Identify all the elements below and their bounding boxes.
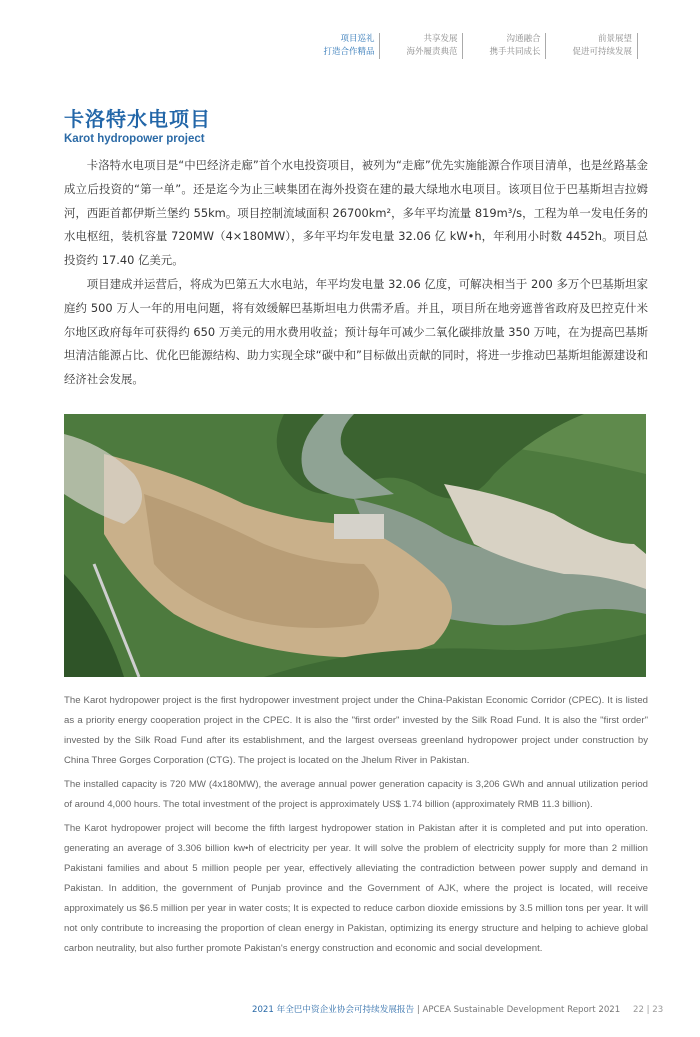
en-paragraph-1: The Karot hydropower project is the first hydropower investment project under the China-Pakistan Economic Corridor (CPEC). It is listed as a priority energy cooperation project in the CPEC. It is also the "first order" invested by the Silk Road Fund. It is also the "first order" invested by the Silk Road Fund after its establishment, and the largest overseas greenland hydropower project under construction by China Three Gorges Corporation (CTG). The project is located on the Jhelum River in Pakistan. xyxy=(64,694,648,766)
nav-item-shared-development[interactable]: 共享发展 海外履责典范 xyxy=(406,33,463,59)
footer-cn-title: 2021 年全巴中资企业协会可持续发展报告 xyxy=(252,1004,415,1015)
aerial-photo xyxy=(64,414,646,677)
en-paragraph-2: The installed capacity is 720 MW (4x180MW), the average annual power generation capacity is 3,206 GWh and annual utilization period of around 4,000 hours. The total investment of the project is approximately US$ 1.74 billion (approximately RMB 11.3 billion). xyxy=(64,778,648,810)
page-footer xyxy=(64,1003,664,1017)
page-subtitle: Karot hydropower project xyxy=(64,133,205,145)
nav-item-outlook[interactable]: 前景展望 促进可持续发展 xyxy=(572,33,638,59)
page-title: 卡洛特水电项目 xyxy=(64,107,211,131)
cn-paragraph-2: 项目建成并运营后，将成为巴第五大水电站，年平均发电量 32.06 亿度，可解决相当于 200 多万个巴基斯坦家庭约 500 万人一年的用电问题，将有效缓解巴基斯坦电力供需矛盾。并且，项目所在地旁遮普省政府及巴控克什米尔地区政府每年可获得约 650 万美元的用水费用收益；预计每年可减少二氧化碳排放量 350 万吨，在为提高巴基斯坦清洁能源占比、优化巴能源结构、助力实现全球“碳中和”目标做出贡献的同时，将进一步推动巴基斯坦能源建设和经济社会发展。 xyxy=(64,276,648,387)
footer-separator: | xyxy=(416,1004,420,1015)
nav-item-project-tour[interactable]: 项目巡礼 打造合作精品 xyxy=(323,33,380,59)
footer-en-title: APCEA Sustainable Development Report 2021 xyxy=(422,1004,621,1015)
en-paragraph-3: The Karot hydropower project will become the fifth largest hydropower station in Pakistan after it is completed and put into operation. generating an average of 3.306 billion kw•h of electricity per year. It will solve the problem of electricity supply for more than 2 million Pakistani families and about 5 million people per year, effectively alleviating the contradiction between power supply and demand in Pakistan. In addition, the government of Punjab province and the Government of AJK, where the project is located, will receive approximately us $6.5 million per year in water costs; It is expected to reduce carbon dioxide emissions by 3.5 million tons per year. It will not only contribute to increasing the proportion of clean energy in Pakistan, optimizing its energy structure and helping to achieve global carbon neutrality, but also further promote Pakistan's energy construction and economic and social development. xyxy=(64,822,648,954)
page-numbers: 22 | 23 xyxy=(632,1004,664,1015)
cn-paragraph-1: 卡洛特水电项目是“中巴经济走廊”首个水电投资项目，被列为“走廊”优先实施能源合作项目清单，也是丝路基金成立后投资的“第一单”。还是迄今为止三峡集团在海外投资在建的最大绿地水电项目。该项目位于巴基斯坦吉拉姆河，西距首都伊斯兰堡约 55km。项目控制流域面积 26700km²，多年平均流量 819m³/s，工程为单一发电任务的水电枢纽，装机容量 720MW（4×180MW），多年平均年发电量 32.06 亿 kW•h，年利用小时数 4452h。项目总投资约 17.40 亿美元。 xyxy=(64,158,648,268)
nav-item-communication[interactable]: 沟通融合 携手共同成长 xyxy=(489,33,546,59)
